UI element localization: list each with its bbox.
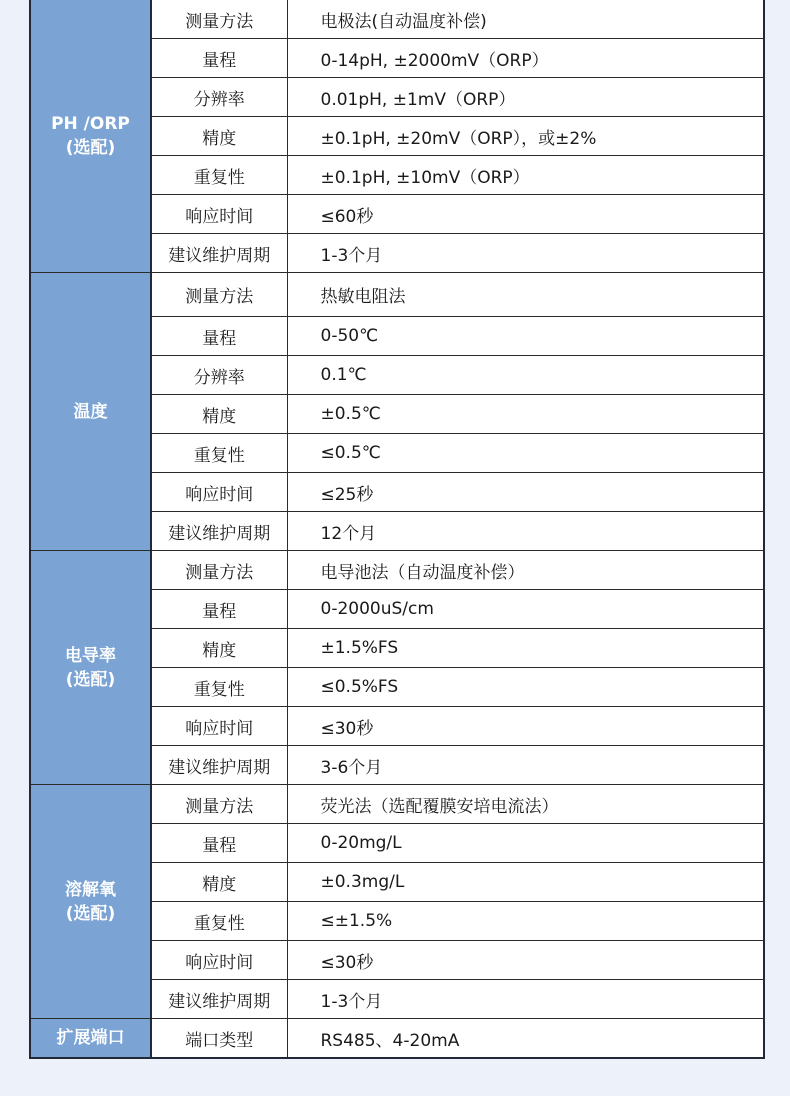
- parameter-value: 0-2000uS/cm: [287, 590, 764, 629]
- category-name: 溶解氧: [65, 879, 116, 900]
- parameter-label: 响应时间: [151, 195, 287, 234]
- parameter-value: 0-20mg/L: [287, 824, 764, 863]
- parameter-value: ±0.3mg/L: [287, 863, 764, 902]
- parameter-value: RS485、4-20mA: [287, 1019, 764, 1059]
- parameter-value: 荧光法（选配覆膜安培电流法）: [287, 785, 764, 824]
- parameter-label: 量程: [151, 824, 287, 863]
- category-cell: [30, 1019, 151, 1059]
- spec-row: [30, 1019, 764, 1059]
- category-cell: [30, 551, 151, 785]
- parameter-label: 建议维护周期: [151, 512, 287, 551]
- parameter-value: ±0.1pH, ±10mV（ORP）: [287, 156, 764, 195]
- parameter-value: 0.1℃: [287, 356, 764, 395]
- parameter-value: 3-6个月: [287, 746, 764, 785]
- parameter-label: 建议维护周期: [151, 234, 287, 273]
- category-name: 电导率: [65, 645, 116, 666]
- parameter-value: 1-3个月: [287, 980, 764, 1019]
- category-name: PH /ORP: [51, 114, 130, 134]
- parameter-value: ≤±1.5%: [287, 902, 764, 941]
- parameter-label: 响应时间: [151, 707, 287, 746]
- category-cell: [30, 0, 151, 273]
- spec-row: [30, 273, 764, 317]
- category-name: 温度: [73, 401, 108, 422]
- parameter-label: 分辨率: [151, 78, 287, 117]
- category-name: 扩展端口: [56, 1028, 125, 1048]
- spec-row: [30, 785, 764, 824]
- category-cell: [30, 273, 151, 551]
- parameter-label: 测量方法: [151, 273, 287, 317]
- parameter-label: 端口类型: [151, 1019, 287, 1059]
- parameter-value: ≤60秒: [287, 195, 764, 234]
- parameter-value: 电极法(自动温度补偿): [287, 0, 764, 39]
- category-note: (选配): [65, 903, 116, 924]
- parameter-value: ±0.5℃: [287, 395, 764, 434]
- category-cell: [30, 785, 151, 1019]
- spec-row: [30, 0, 764, 39]
- parameter-label: 量程: [151, 590, 287, 629]
- parameter-label: 测量方法: [151, 551, 287, 590]
- category-note: (选配): [65, 138, 116, 158]
- parameter-label: 量程: [151, 317, 287, 356]
- parameter-value: ±0.1pH, ±20mV（ORP），或±2%: [287, 117, 764, 156]
- parameter-value: 12个月: [287, 512, 764, 551]
- spec-table: [29, 0, 765, 1059]
- category-note: (选配): [65, 669, 116, 690]
- parameter-label: 重复性: [151, 668, 287, 707]
- parameter-value: 0-50℃: [287, 317, 764, 356]
- parameter-label: 分辨率: [151, 356, 287, 395]
- parameter-label: 响应时间: [151, 941, 287, 980]
- parameter-label: 精度: [151, 117, 287, 156]
- parameter-value: 热敏电阻法: [287, 273, 764, 317]
- parameter-value: 0.01pH, ±1mV（ORP）: [287, 78, 764, 117]
- parameter-label: 测量方法: [151, 0, 287, 39]
- parameter-value: 1-3个月: [287, 234, 764, 273]
- parameter-value: ±1.5%FS: [287, 629, 764, 668]
- parameter-value: 电导池法（自动温度补偿）: [287, 551, 764, 590]
- parameter-label: 重复性: [151, 434, 287, 473]
- parameter-label: 精度: [151, 863, 287, 902]
- parameter-value: ≤0.5℃: [287, 434, 764, 473]
- parameter-value: ≤0.5%FS: [287, 668, 764, 707]
- spec-row: [30, 551, 764, 590]
- parameter-label: 建议维护周期: [151, 980, 287, 1019]
- parameter-label: 测量方法: [151, 785, 287, 824]
- parameter-label: 量程: [151, 39, 287, 78]
- parameter-value: 0-14pH, ±2000mV（ORP）: [287, 39, 764, 78]
- parameter-label: 精度: [151, 629, 287, 668]
- parameter-label: 精度: [151, 395, 287, 434]
- parameter-label: 建议维护周期: [151, 746, 287, 785]
- parameter-label: 响应时间: [151, 473, 287, 512]
- parameter-label: 重复性: [151, 902, 287, 941]
- parameter-value: ≤30秒: [287, 941, 764, 980]
- spec-table-body: [30, 0, 764, 1058]
- parameter-label: 重复性: [151, 156, 287, 195]
- parameter-value: ≤25秒: [287, 473, 764, 512]
- parameter-value: ≤30秒: [287, 707, 764, 746]
